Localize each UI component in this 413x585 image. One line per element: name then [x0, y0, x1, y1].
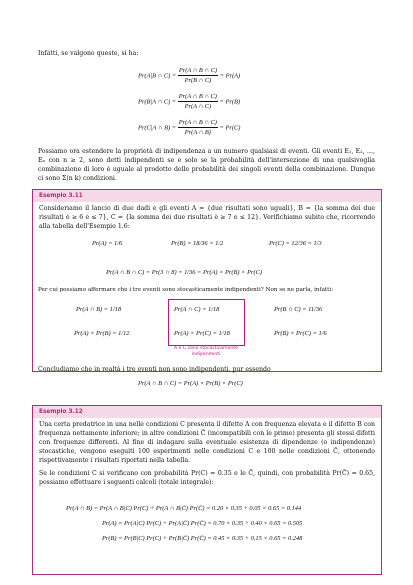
prod-B-C: Pr(B) × Pr(C) = 1/6 [274, 330, 327, 337]
eq1-fraction [178, 66, 218, 86]
eq2-lhs: Pr(B|A ∩ C) = [138, 98, 177, 106]
independence-note: A e C sono stocasticamente indipendenti [174, 346, 238, 357]
prob-A-and-B: Pr(A ∩ B) = 1/18 [76, 306, 122, 313]
prob-B-and-C: Pr(B ∩ C) = 11/36 [274, 306, 323, 313]
eq2-fraction [178, 92, 218, 112]
example-text-2b: Se le condizioni C si verificano con probabilità Pr(C) = 0.35 e le C̄, quindi, con probabilità Pr(C̄) = 0.65, possiamo effettuare i seguenti calcoli (totale integrale): [39, 470, 375, 487]
example-title-2: Esempio 3.12 [33, 406, 381, 418]
eq3-lhs: Pr(C|A ∩ B) = [138, 124, 177, 132]
prod-A-B: Pr(A) × Pr(B) = 1/12 [74, 330, 130, 337]
eq3-rhs: = Pr(C) [219, 124, 241, 132]
eq3-den: Pr(A ∩ B) [184, 129, 211, 137]
equation-3 [138, 118, 240, 138]
example-text-2: Una certa predatrice in una nelle condizioni C presenta il difetto A con frequenza elevata e il difetto B con frequenza nettamente inferiore; in altre condizioni C̄ (incompatibili con le prime) presenta gli stessi difetti con frequenze differenti. Al fine di indagare sulla eventuale esistenza di dipendenze (o indipendenze) stocastiche, vengono eseguiti 100 esperimenti nelle condizioni C e 100 nelle condizioni C̄, ottenendo rispettivamente i risultati riportati nella tabella. [39, 421, 375, 465]
eq3-num: Pr(A ∩ B ∩ C) [178, 118, 218, 128]
example-conclusion: Concludiamo che in realtà i tre eventi non sono indipendenti, pur essendo [38, 366, 271, 373]
eq1-den: Pr(B ∩ C) [184, 77, 212, 85]
eq2-rhs: = Pr(B) [219, 98, 241, 106]
eq2-den: Pr(A ∩ C) [184, 103, 212, 111]
example-text: Consideriamo il lancio di due dadi e gli eventi A = {due risultati sono uguali}, B = {la somma dei due risultati è ≥ 6 e ≤ 7}, C = {la somma dei due risultati è ≥ 7 e ≤ 12}. Verifichiamo subito che, ricorrendo alla tabella dell'Esempio 1.6: [39, 205, 375, 231]
eq1-rhs: = Pr(A) [219, 72, 241, 80]
calc-line-1: Pr(A ∩ B) = Pr(A ∩ B|C) Pr(C) + Pr(A ∩ B|C̄) Pr(C̄) = 0.20 × 0.35 + 0.05 × 0.65 = 0.144 [66, 505, 302, 512]
prob-B: Pr(B) = 18/36 = 1/2 [171, 240, 224, 247]
intro-text: Infatti, se valgono queste, si ha: [38, 50, 139, 57]
final-equation: Pr(A ∩ B ∩ C) = Pr(A) × Pr(B) × Pr(C) [138, 380, 243, 387]
example-middle-text: Per cui possiamo affermare che i tre eventi sono stocasticamente indipendenti? Non se ne parla, infatti: [38, 287, 334, 293]
eq3-fraction [178, 118, 218, 138]
example-box-3-12 [32, 405, 382, 575]
highlight-box [168, 299, 245, 346]
prob-A-and-C: Pr(A ∩ C) = 1/18 [174, 306, 220, 313]
paragraph-independence: Possiamo ora estendere la proprietà di indipendenza a un numero qualsiasi di eventi. Gli eventi E₁, E₂, …, Eₙ con n ≥ 2, sono detti indipendenti se e solo se la probabilità dell'intersezione di una qualsivoglia combinazione di loro è uguale al prodotto delle probabilità dei singoli eventi della combinazione. Dunque ci sono Σ(n k) condizioni. [38, 148, 375, 182]
prod-A-C: Pr(A) × Pr(C) = 1/18 [174, 330, 230, 337]
eq2-num: Pr(A ∩ B ∩ C) [178, 92, 218, 102]
prob-A: Pr(A) = 1/6 [92, 240, 123, 247]
prob-C: Pr(C) = 12/36 = 1/3 [269, 240, 322, 247]
equation-2 [138, 92, 240, 112]
prob-ABC: Pr(A ∩ B ∩ C) = Pr(3 ∩ 8) = 1/36 = Pr(A) × Pr(B) × Pr(C) [106, 269, 262, 276]
calc-line-2: Pr(A) = Pr(A|C) Pr(C) + Pr(A|C̄) Pr(C̄) = 0.70 × 0.35 + 0.40 × 0.65 = 0.505 [102, 520, 303, 527]
eq1-lhs: Pr(A|B ∩ C) = [138, 72, 177, 80]
example-title: Esempio 3.11 [33, 190, 381, 202]
calc-line-3: Pr(B) = Pr(B|C) Pr(C) + Pr(B|C̄) Pr(C̄) = 0.45 × 0.35 + 0.15 × 0.65 = 0.248 [102, 535, 303, 542]
eq1-num: Pr(A ∩ B ∩ C) [178, 66, 218, 76]
equation-1 [138, 66, 240, 86]
